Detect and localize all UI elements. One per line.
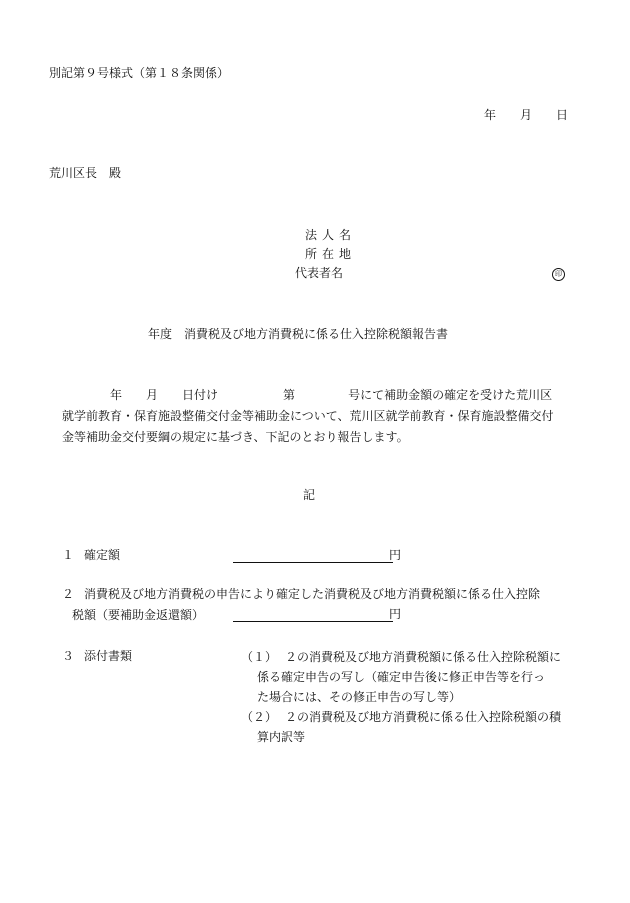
date-line <box>484 106 568 124</box>
addressee-name: 荒川区長 <box>49 166 98 180</box>
attachment-text: ２の消費税及び地方消費税額に係る仕入控除税額に <box>285 650 562 664</box>
form-number: 別記第９号様式（第１８条関係） <box>49 66 230 80</box>
date-year: 年 <box>484 108 497 122</box>
item-1-label: 確定額 <box>84 548 121 562</box>
address-label: 所在地 <box>305 247 357 261</box>
attachment-label: （２） <box>241 710 278 724</box>
body-number-prefix: 第 <box>283 388 296 402</box>
date-month: 月 <box>520 108 533 122</box>
date-day: 日 <box>556 108 569 122</box>
item-1 <box>62 546 120 564</box>
attachment-label: （１） <box>241 650 278 664</box>
ki-heading: 記 <box>303 488 316 502</box>
attachment-text: 係る確定申告の写し（確定申告後に修正申告等を行っ <box>257 670 546 684</box>
title-text: 消費税及び地方消費税に係る仕入控除税額報告書 <box>184 327 449 341</box>
item-1-number: １ <box>62 548 75 562</box>
item-2-line-2: 税額（要補助金返還額） <box>72 608 205 622</box>
sender-block <box>295 226 356 283</box>
seal-mark: 印 <box>552 268 565 281</box>
item-2-number: ２ <box>62 587 75 601</box>
body-line-2: 就学前教育・保育施設整備交付金等補助金について、荒川区就学前教育・保育施設整備交付 <box>62 409 554 423</box>
item-2-line-1: 消費税及び地方消費税の申告により確定した消費税及び地方消費税額に係る仕入控除 <box>84 587 541 601</box>
representative-label: 代表者名 <box>295 266 344 280</box>
document-title <box>148 325 448 343</box>
body-month: 月 <box>146 388 159 402</box>
attachment-item <box>241 707 586 747</box>
attachment-item <box>241 647 586 707</box>
attachment-list <box>241 647 586 747</box>
item-3 <box>62 647 132 665</box>
attachment-text: た場合には、その修正申告の写し等） <box>257 690 462 704</box>
body-line-1 <box>62 385 580 406</box>
item-3-label: 添付書類 <box>84 649 133 663</box>
body-line-3: 金等補助金交付要綱の規定に基づき、下記のとおり報告します。 <box>62 430 409 444</box>
body-year: 年 <box>110 388 123 402</box>
body-line1-rest: 号にて補助金額の確定を受けた荒川区 <box>348 388 553 402</box>
addressee <box>49 164 121 182</box>
addressee-honorific: 殿 <box>109 166 122 180</box>
item-1-amount-field[interactable] <box>233 546 393 563</box>
corporation-label: 法人名 <box>305 228 357 242</box>
body-date-suffix: 日付け <box>182 388 219 402</box>
item-2-unit: 円 <box>389 607 402 621</box>
item-3-number: ３ <box>62 649 75 663</box>
item-1-unit: 円 <box>389 548 402 562</box>
attachment-text: 算内訳等 <box>257 730 306 744</box>
title-year-suffix: 年度 <box>148 327 173 341</box>
attachment-text: ２の消費税及び地方消費税に係る仕入控除税額の積 <box>285 710 562 724</box>
body-paragraph <box>62 385 580 448</box>
item-2-amount-field[interactable] <box>233 605 393 622</box>
